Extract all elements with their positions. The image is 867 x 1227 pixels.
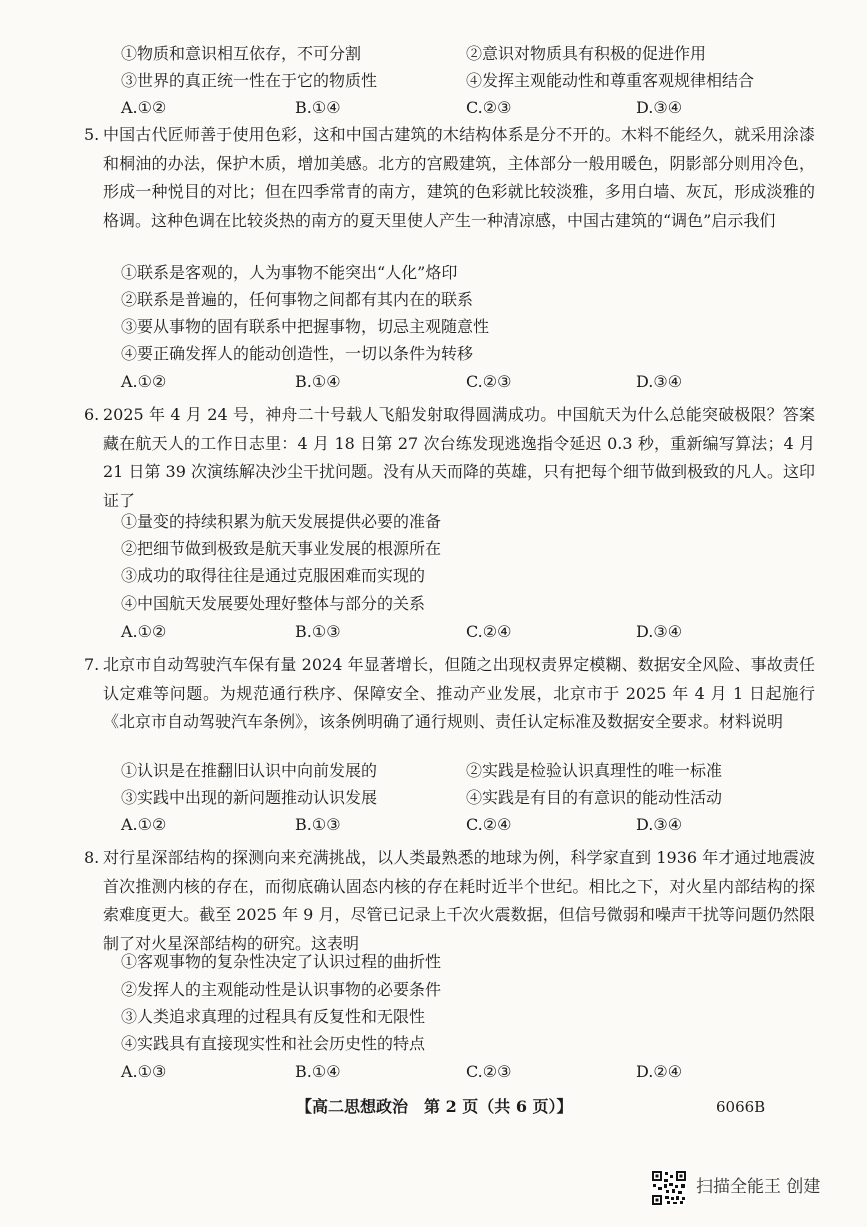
q6-statement-3: ③成功的取得往往是通过克服困难而实现的	[121, 566, 426, 585]
q7-stem: 北京市自动驾驶汽车保有量 2024 年显著增长，但随之出现权责界定模糊、数据安全风险、事故责任认定难等问题。为规范通行秩序、保障安全、推动产业发展，北京市于 2025 年 4 月 1 日起施行《北京市自动驾驶汽车条例》，该条例明确了通行规则、责任认定标准及数据安全要求。材料说明	[103, 655, 815, 732]
q5-choice-d: D.③④	[636, 372, 683, 391]
q7-choice-c: C.②④	[466, 815, 512, 834]
q7-number: 7.	[84, 655, 100, 674]
q4-choice-a: A.①②	[121, 98, 167, 117]
q4-statement-2: ②意识对物质具有积极的促进作用	[466, 44, 707, 63]
q5-choice-c: C.②③	[466, 372, 512, 391]
q7-choice-d: D.③④	[636, 815, 683, 834]
exam-code: 6066B	[716, 1098, 766, 1116]
q7-statement-1: ①认识是在推翻旧认识中向前发展的	[121, 761, 378, 780]
q4-choice-d: D.③④	[636, 98, 683, 117]
q4-choice-b: B.①④	[295, 98, 341, 117]
q5-choice-b: B.①④	[295, 372, 341, 391]
q6-choice-d: D.③④	[636, 622, 683, 641]
q5-statement-2: ②联系是普遍的，任何事物之间都有其内在的联系	[121, 290, 474, 309]
q5-stem: 中国古代匠师善于使用色彩，这和中国古建筑的木结构体系是分不开的。木料不能经久，就采用涂漆和桐油的办法，保护木质，增加美感。北方的宫殿建筑，主体部分一般用暖色，阴影部分则用冷色，形成一种悦目的对比；但在四季常青的南方，建筑的色彩就比较淡雅，多用白墙、灰瓦，形成淡雅的格调。这种色调在比较炎热的南方的夏天里使人产生一种清凉感，中国古建筑的“调色”启示我们	[103, 125, 815, 230]
q8-number: 8.	[84, 848, 100, 867]
page-footer-title: 【高二思想政治 第 2 页（共 6 页）】	[296, 1097, 573, 1116]
q5-choice-a: A.①②	[121, 372, 167, 391]
q7-statement-3: ③实践中出现的新问题推动认识发展	[121, 788, 378, 807]
q5-statement-3: ③要从事物的固有联系中把握事物，切忌主观随意性	[121, 317, 490, 336]
q4-statement-3: ③世界的真正统一性在于它的物质性	[121, 71, 378, 90]
q8-stem: 对行星深部结构的探测向来充满挑战，以人类最熟悉的地球为例，科学家直到 1936 年才通过地震波首次推测内核的存在，而彻底确认固态内核的存在耗时近半个世纪。相比之下，对火星内部结构的探索难度更大。截至 2025 年 9 月，尽管已记录上千次火震数据，但信号微弱和噪声干扰等问题仍然限制了对火星深部结构的研究。这表明	[103, 848, 815, 953]
q6-statement-4: ④中国航天发展要处理好整体与部分的关系	[121, 594, 426, 613]
q6-choice-a: A.①②	[121, 622, 167, 641]
q8-statement-1: ①客观事物的复杂性决定了认识过程的曲折性	[121, 952, 442, 971]
q4-statement-1: ①物质和意识相互依存，不可分割	[121, 44, 362, 63]
q6-choice-c: C.②④	[466, 622, 512, 641]
qr-code-icon	[651, 1170, 687, 1206]
q8-statement-2: ②发挥人的主观能动性是认识事物的必要条件	[121, 980, 442, 999]
scanner-watermark: 扫描全能王 创建	[696, 1177, 821, 1197]
q6-choice-b: B.①③	[295, 622, 341, 641]
q4-statement-4: ④发挥主观能动性和尊重客观规律相结合	[466, 71, 755, 90]
q6-number: 6.	[84, 405, 100, 424]
q8-statement-3: ③人类追求真理的过程具有反复性和无限性	[121, 1007, 426, 1026]
q6-statement-1: ①量变的持续积累为航天发展提供必要的准备	[121, 512, 442, 531]
q7-statement-4: ④实践是有目的有意识的能动性活动	[466, 788, 723, 807]
q4-choice-c: C.②③	[466, 98, 512, 117]
q5-statement-4: ④要正确发挥人的能动创造性，一切以条件为转移	[121, 344, 474, 363]
q7-statement-2: ②实践是检验认识真理性的唯一标准	[466, 761, 723, 780]
q7-choice-b: B.①③	[295, 815, 341, 834]
q6-stem: 2025 年 4 月 24 号，神舟二十号载人飞船发射取得圆满成功。中国航天为什么总能突破极限？答案藏在航天人的工作日志里：4 月 18 日第 27 次台练发现逃逸指令延迟 0.3 秒，重新编写算法；4 月 21 日第 39 次演练解决沙尘干扰问题。没有从天而降的英雄，只有把每个细节做到极致的凡人。这印证了	[103, 405, 815, 510]
q8-choice-c: C.②③	[466, 1062, 512, 1081]
q8-choice-b: B.①④	[295, 1062, 341, 1081]
q8-choice-a: A.①③	[121, 1062, 167, 1081]
q8-choice-d: D.②④	[636, 1062, 683, 1081]
q7-choice-a: A.①②	[121, 815, 167, 834]
q6-statement-2: ②把细节做到极致是航天事业发展的根源所在	[121, 539, 442, 558]
q5-number: 5.	[84, 125, 100, 144]
q5-statement-1: ①联系是客观的，人为事物不能突出“人化”烙印	[121, 263, 458, 282]
q8-statement-4: ④实践具有直接现实性和社会历史性的特点	[121, 1034, 426, 1053]
